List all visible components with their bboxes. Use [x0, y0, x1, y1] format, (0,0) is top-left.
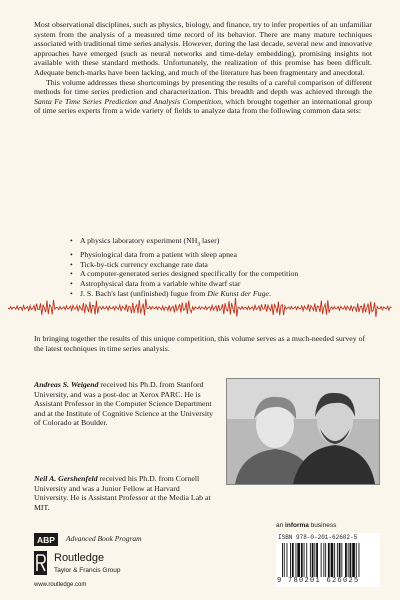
barcode-bar [310, 543, 311, 577]
barcode [282, 543, 378, 579]
barcode-bar [350, 543, 352, 577]
list-item: • J. S. Bach's last (unfinished) fugue from Die Kunst der Fuge. [70, 289, 298, 299]
barcode-bar [287, 543, 288, 577]
barcode-bar [337, 543, 338, 577]
barcode-bar [296, 543, 297, 577]
barcode-bar [282, 543, 283, 577]
list-item: • Tick-by-tick currency exchange rate data [70, 260, 298, 270]
barcode-panel [276, 533, 380, 587]
barcode-bar [328, 543, 330, 577]
barcode-bar [316, 543, 318, 577]
author-bio-gershenfeld: Neil A. Gershenfeld received his Ph.D. from Cornell University and was a Junior Fellow at Harvard University. He is Assistant Professor at the Media Lab at MIT. [34, 474, 211, 512]
barcode-number: 9 780201 626025 [277, 577, 360, 585]
barcode-bar [297, 543, 300, 577]
author-bio-weigend: Andreas S. Weigend received his Ph.D. from Stanford University, and was a post-doc at Xerox PARC. He is Assistant Professor in the Computer Science Department and at the Institute of Cognitive Science at the University of Colorado at Boulder. [34, 380, 214, 428]
barcode-bar [304, 543, 305, 577]
intro-paragraph-1: Most observational disciplines, such as physics, biology, and finance, try to infer properties of an unfamiliar system from the analysis of a measured time record of its behavior. There are many mature techniques associated with traditional time series analysis. However, during the last decade, several new and innovative approaches have emerged (such as neural networks and time-delay embedding), promising insights not available with these standard methods. Unfortunately, the realization of this promise has been difficult. Adequate bench-marks have been lacking, and much of the literature has been fragmentary and anecdotal. [34, 20, 372, 77]
informa-tagline: an informa business [276, 522, 337, 529]
barcode-bar [334, 543, 335, 577]
time-series-illustration [8, 293, 392, 321]
barcode-bar [321, 543, 322, 577]
publisher-url: www.routledge.com [34, 582, 87, 588]
closing-text: In bringing together the results of this unique competition, this volume serves as a much-needed survey of the latest techniques in time series analysis. [34, 334, 366, 353]
intro-paragraph-2-start: This volume addresses these shortcomings by presenting the results of a careful comparison of different methods for time series prediction and characterization. This breadth and depth was achieved through the [34, 77, 372, 97]
intro-paragraph-2-end: , which brought together an international group of time series experts from a wide variety of fields to analyze data from the following common data sets: [34, 96, 372, 116]
list-item: • Physiological data from a patient with sleep apnea [70, 250, 298, 260]
publisher-name: Routledge [54, 552, 105, 564]
author-photo [226, 378, 380, 485]
barcode-bar [341, 543, 342, 577]
barcode-bar [312, 543, 314, 577]
competition-name: Santa Fe Time Series Prediction and Analysis Competition [34, 96, 222, 106]
intro-text [34, 20, 372, 116]
abp-label: Advanced Book Program [66, 534, 142, 543]
barcode-bar [339, 543, 341, 577]
list-item: • A computer-generated series designed specifically for the competition [70, 269, 298, 279]
barcode-bar [325, 543, 326, 577]
barcode-bar [348, 543, 349, 577]
abp-logo: ABP [34, 533, 58, 546]
barcode-bar [284, 543, 285, 577]
publisher-group: Taylor & Francis Group [54, 567, 121, 574]
barcode-bar [331, 543, 334, 577]
author-photo-drawing [227, 379, 379, 484]
dataset-list [70, 236, 298, 298]
barcode-bar [306, 543, 307, 577]
barcode-bar [301, 543, 303, 577]
routledge-logo-icon [34, 551, 47, 575]
isbn-text: ISBN 978-0-201-62602-5 [278, 534, 358, 541]
author-name: Andreas S. Weigend [34, 380, 99, 389]
author-name: Neil A. Gershenfeld [34, 474, 98, 483]
barcode-bar [356, 543, 357, 577]
time-series-line [8, 298, 392, 317]
barcode-bar [290, 543, 291, 577]
barcode-bar [292, 543, 294, 577]
barcode-bar [352, 543, 355, 577]
list-item: • A physics laboratory experiment ($NH_3$ laser) [70, 236, 298, 250]
list-item: • Astrophysical data from a variable white dwarf star [70, 279, 298, 289]
barcode-bar [314, 543, 315, 577]
barcode-bar [345, 543, 347, 577]
barcode-bar [359, 543, 360, 577]
barcode-bar [323, 543, 324, 577]
